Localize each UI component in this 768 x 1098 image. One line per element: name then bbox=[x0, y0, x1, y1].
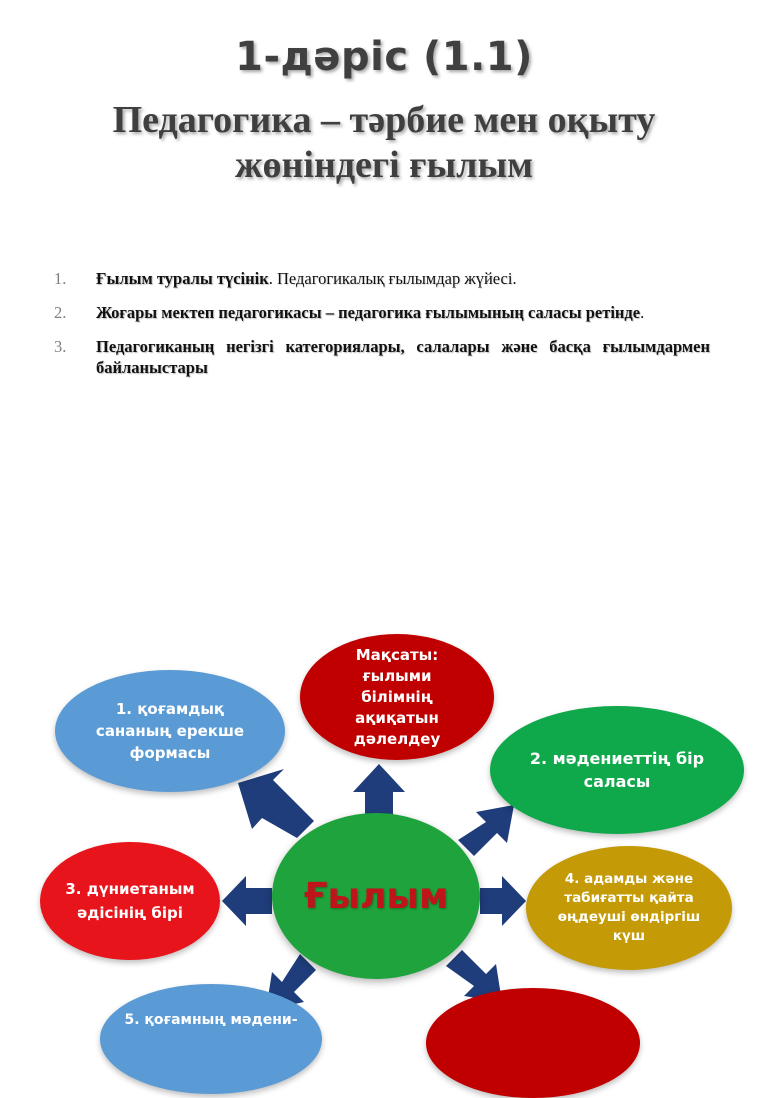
list-item bbox=[52, 336, 710, 378]
list-number: 2. bbox=[54, 303, 67, 322]
goal-node bbox=[300, 634, 494, 760]
node-line: 1. қоғамдық bbox=[115, 700, 225, 718]
topic-bold-text: Жоғары мектеп педагогикасы – педагогика ғылымының саласы ретінде bbox=[96, 303, 641, 322]
slide-subtitle: Педагогика – тәрбие мен оқыту жөніндегі ғылым bbox=[112, 99, 656, 186]
node-line: 3. дүниетаным bbox=[65, 880, 195, 898]
topic-end: . bbox=[512, 269, 517, 288]
arrow-right-icon bbox=[480, 876, 526, 926]
list-number: 1. bbox=[54, 269, 67, 288]
center-label: Ғылым bbox=[303, 875, 449, 917]
node-line: 4. адамды және bbox=[564, 871, 694, 887]
node-6 bbox=[426, 988, 640, 1098]
node-3 bbox=[40, 842, 220, 960]
node-line: 2. мәдениеттің бір bbox=[529, 749, 705, 768]
center-node bbox=[272, 813, 480, 979]
node-4 bbox=[526, 846, 732, 970]
arrow-up-icon bbox=[353, 764, 405, 816]
arrow-left-icon bbox=[222, 876, 272, 926]
node-line: әдісінің бірі bbox=[77, 904, 183, 922]
science-diagram bbox=[0, 600, 768, 1028]
node-2 bbox=[490, 706, 744, 834]
slide-title: 1-дәріс (1.1) bbox=[235, 34, 533, 80]
node-line: формасы bbox=[129, 744, 211, 762]
node-line: өңдеуші өндіргіш bbox=[557, 909, 701, 925]
topic-end: . bbox=[640, 303, 645, 322]
node-line: Мақсаты: bbox=[355, 645, 439, 664]
list-number: 3. bbox=[54, 337, 67, 356]
topic-list bbox=[52, 268, 710, 391]
node-line: 5. қоғамның мәдени- bbox=[124, 1012, 298, 1028]
topic-bold-text: Ғылым туралы түсінік bbox=[96, 269, 269, 288]
list-item bbox=[52, 302, 710, 323]
list-item bbox=[52, 268, 710, 289]
node-line: күш bbox=[612, 928, 646, 944]
node-line: ақиқатын bbox=[355, 708, 439, 727]
node-line: ғылыми bbox=[362, 666, 432, 685]
node-line: табиғатты қайта bbox=[564, 890, 694, 906]
node-line: білімнің bbox=[361, 687, 433, 706]
arrow-up-left-icon bbox=[238, 769, 314, 838]
arrow-up-right-icon bbox=[458, 805, 514, 856]
node-line: саласы bbox=[583, 772, 651, 791]
node-1 bbox=[55, 670, 285, 792]
topic-text: Педагогикалық ғылымдар жүйесі bbox=[272, 269, 513, 288]
node-5 bbox=[100, 984, 322, 1094]
topic-separator: . bbox=[268, 269, 273, 288]
node-line: дәлелдеу bbox=[353, 729, 441, 748]
node-line: сананың ерекше bbox=[95, 722, 245, 740]
topic-bold-text: Педагогиканың негізгі категориялары, салалары және басқа ғылымдармен байланыстары bbox=[96, 337, 710, 377]
